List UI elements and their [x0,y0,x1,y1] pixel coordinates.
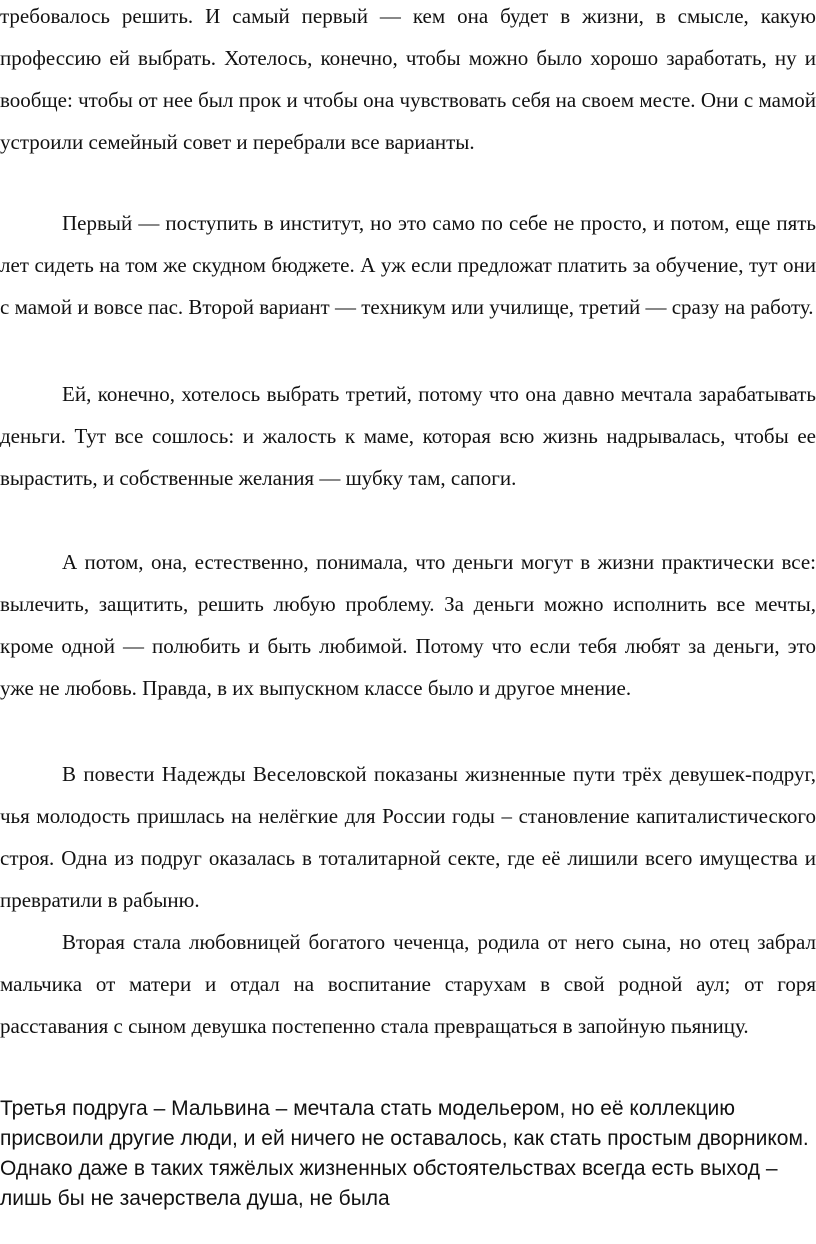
paragraph-7: Третья подруга – Мальвина – мечтала стать модельером, но её коллекцию присвоили другие люди, и ей ничего не оставалось, как стать простым дворником. Однако даже в таких тяжёлых жизненных обстоятельствах всегда есть выход – лишь бы не зачерствела душа, не была [0,1097,809,1210]
paragraph-6: Вторая стала любовницей богатого чеченца, родила от него сына, но отец забрал мальчика от матери и отдал на воспитание старухам в свой родной аул; от горя расставания с сыном девушка постепенно стала превращаться в запойную пьяницу. [0,930,816,1038]
paragraph-1: требовалось решить. И самый первый — кем она будет в жизни, в смысле, какую профессию ей выбрать. Хотелось, конечно, чтобы можно было хорошо заработать, ну и вообще: чтобы от нее был прок и чтобы она чувствовать себя на своем месте. Они с мамой устроили семейный совет и перебрали все варианты. [0,4,816,154]
paragraph-5: В повести Надежды Веселовской показаны жизненные пути трёх девушек-подруг, чья молодость пришлась на нелёгкие для России годы – становление капиталистического строя. Одна из подруг оказалась в тоталитарной секте, где её лишили всего имущества и превратили в рабыню. [0,762,816,912]
paragraph-3: Ей, конечно, хотелось выбрать третий, потому что она давно мечтала зарабатывать деньги. Тут все сошлось: и жалость к маме, которая всю жизнь надрывалась, чтобы ее вырастить, и собственные желания — шубку там, сапоги. [0,382,816,490]
paragraph-4: А потом, она, естественно, понимала, что деньги могут в жизни практически все: вылечить, защитить, решить любую проблему. За деньги можно исполнить все мечты, кроме одной — полюбить и быть любимой. Потому что если тебя любят за деньги, это уже не любовь. Правда, в их выпускном классе было и другое мнение. [0,550,816,700]
paragraph-2: Первый — поступить в институт, но это само по себе не просто, и потом, еще пять лет сидеть на том же скудном бюджете. А уж если предложат платить за обучение, тут они с мамой и вовсе пас. Второй вариант — техникум или училище, третий — сразу на работу. [0,211,816,319]
